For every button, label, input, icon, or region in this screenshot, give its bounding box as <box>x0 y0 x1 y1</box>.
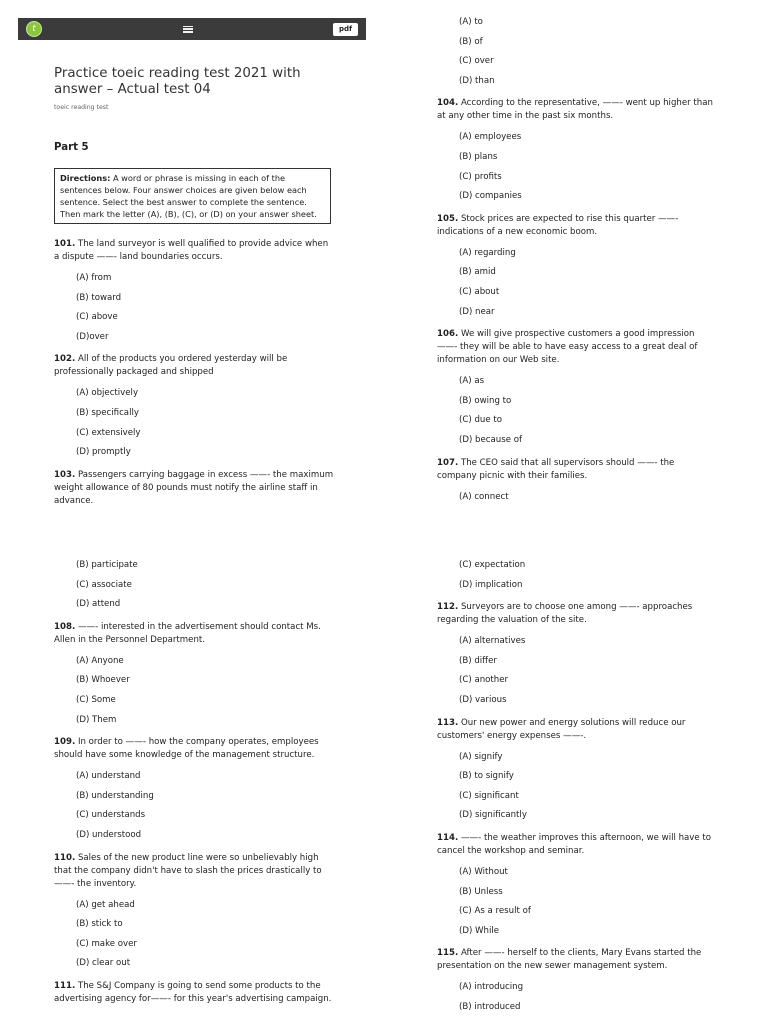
answer-option[interactable]: (C) significant <box>459 790 519 801</box>
question-item <box>54 980 334 1006</box>
answer-option[interactable]: (B) specifically <box>76 407 139 418</box>
answer-options <box>76 388 334 466</box>
question-item <box>437 832 715 945</box>
question-number: 106. <box>437 329 459 340</box>
answer-option[interactable]: (A) from <box>76 273 112 283</box>
answer-options <box>459 560 715 599</box>
question-item <box>437 213 715 326</box>
site-logo-icon[interactable]: t <box>26 21 42 37</box>
answer-option[interactable]: (B) of <box>459 36 483 47</box>
answer-option[interactable]: (D) than <box>459 75 495 86</box>
answer-option[interactable]: (C) associate <box>76 579 132 590</box>
question-item <box>437 97 715 210</box>
answer-option[interactable]: (D) significantly <box>459 810 527 821</box>
answer-option[interactable]: (B) amid <box>459 267 496 278</box>
question-text <box>437 457 715 483</box>
answer-option[interactable]: (B) to signify <box>459 771 514 782</box>
answer-option[interactable]: (D) because of <box>459 434 523 445</box>
answer-option[interactable]: (D) near <box>459 306 495 317</box>
answer-option[interactable]: (A) get ahead <box>76 899 135 910</box>
answer-options <box>76 656 334 734</box>
answer-option[interactable]: (C) understands <box>76 810 146 821</box>
question-number: 101. <box>54 239 76 249</box>
right-column-bottom <box>437 560 715 1022</box>
page-title: Practice toeic reading test 2021 with answer – Actual test 04 <box>54 66 301 97</box>
question-text <box>54 353 334 379</box>
answer-option[interactable]: (D) various <box>459 694 507 705</box>
answer-option[interactable]: (D) Them <box>76 714 117 725</box>
question-list <box>54 238 334 508</box>
question-body: Sales of the new product line were so unbelievably high that the company didn't have to slash the prices drastically to ——- the inventory. <box>54 852 322 889</box>
answer-option[interactable]: (B) introduced <box>459 1001 521 1012</box>
answer-option[interactable]: (A) Without <box>459 866 508 877</box>
answer-option[interactable]: (A) understand <box>76 771 141 782</box>
question-text <box>54 469 334 508</box>
question-number: 107. <box>437 457 459 468</box>
answer-option[interactable]: (A) objectively <box>76 388 139 399</box>
answer-options <box>459 492 715 512</box>
answer-options <box>76 900 334 978</box>
answer-options <box>76 560 334 619</box>
question-body: After ——- herself to the clients, Mary Evans started the presentation on the new sewer management system. <box>437 948 702 972</box>
answer-options <box>459 636 715 714</box>
left-column-bottom <box>54 560 334 1006</box>
answer-options <box>76 273 334 351</box>
answer-option[interactable]: (B) differ <box>459 655 497 666</box>
part-heading: Part 5 <box>54 142 89 153</box>
answer-option[interactable]: (D) implication <box>459 579 523 590</box>
answer-options <box>459 248 715 326</box>
answer-option[interactable]: (C) As a result of <box>459 906 531 917</box>
answer-option[interactable]: (C) make over <box>76 938 137 949</box>
pdf-download-button[interactable]: pdf <box>333 23 358 36</box>
answer-option[interactable]: (A) connect <box>459 491 509 502</box>
question-text <box>54 621 334 647</box>
answer-options <box>459 376 715 454</box>
answer-option[interactable]: (A) as <box>459 376 485 387</box>
question-number: 115. <box>437 948 459 959</box>
answer-option[interactable]: (D) clear out <box>76 958 131 969</box>
question-text <box>437 717 715 743</box>
question-body: The S&J Company is going to send some products to the advertising agency for——- for this year's advertising campaign. <box>54 980 332 1004</box>
answer-option[interactable]: (C) about <box>459 286 500 297</box>
question-text <box>437 213 715 239</box>
question-number: 114. <box>437 832 459 843</box>
question-number: 112. <box>437 602 459 613</box>
question-text <box>54 852 334 891</box>
question-number: 108. <box>54 621 76 632</box>
question-body: Surveyors are to choose one among ——- approaches regarding the valuation of the site. <box>437 602 693 626</box>
question-body: ——- interested in the advertisement should contact Ms. Allen in the Personnel Department. <box>54 621 321 645</box>
answer-option[interactable]: (C) profits <box>459 171 502 182</box>
question-number: 110. <box>54 852 76 863</box>
question-item <box>54 852 334 978</box>
question-number: 111. <box>54 980 76 991</box>
question-number: 109. <box>54 737 76 748</box>
answer-option[interactable]: (D) attend <box>76 599 121 610</box>
question-text <box>437 328 715 367</box>
directions-label: Directions: <box>60 173 111 183</box>
answer-option[interactable]: (A) Anyone <box>76 655 124 666</box>
question-list <box>437 560 715 1022</box>
question-body: All of the products you ordered yesterday will be professionally packaged and shipped <box>54 354 288 378</box>
question-item <box>54 353 334 466</box>
answer-option[interactable]: (B) participate <box>76 560 138 570</box>
question-text <box>54 238 334 264</box>
answer-options <box>459 132 715 210</box>
answer-option[interactable]: (D) companies <box>459 191 522 202</box>
question-text <box>54 736 334 762</box>
answer-options <box>459 867 715 945</box>
top-toolbar <box>18 18 366 40</box>
question-body: ——- the weather improves this afternoon, we will have to cancel the workshop and seminar. <box>437 832 712 856</box>
answer-option[interactable]: (C) extensively <box>76 427 141 438</box>
question-item <box>54 621 334 734</box>
question-body: We will give prospective customers a good impression ——- they will be able to have easy access to a great deal of information on our Web site. <box>437 329 698 366</box>
answer-option[interactable]: (C) expectation <box>459 560 526 570</box>
answer-options <box>459 17 715 95</box>
question-number: 105. <box>437 213 459 224</box>
answer-options <box>76 771 334 849</box>
answer-option[interactable]: (C) over <box>459 56 494 67</box>
answer-option[interactable]: (A) to <box>459 17 483 27</box>
question-item <box>54 736 334 849</box>
question-body: Our new power and energy solutions will reduce our customers' energy expenses ——-. <box>437 717 686 741</box>
answer-options <box>459 982 715 1021</box>
answer-option[interactable]: (B) Whoever <box>76 675 130 686</box>
question-list <box>54 560 334 1006</box>
question-text <box>437 601 715 627</box>
question-text <box>437 97 715 123</box>
question-item <box>54 238 334 351</box>
answer-option[interactable]: (C) above <box>76 312 118 323</box>
question-body: Stock prices are expected to rise this quarter ——- indications of a new economic boom. <box>437 213 679 237</box>
question-number: 113. <box>437 717 459 728</box>
left-column-top <box>54 66 334 508</box>
question-item <box>54 469 334 508</box>
answer-option[interactable]: (B) Unless <box>459 886 503 897</box>
question-number: 104. <box>437 98 459 109</box>
answer-options <box>459 752 715 830</box>
question-number: 103. <box>54 469 76 480</box>
answer-option[interactable]: (A) introducing <box>459 982 524 993</box>
answer-option[interactable]: (A) alternatives <box>459 636 526 647</box>
answer-option[interactable]: (D) understood <box>76 829 142 840</box>
answer-option[interactable]: (D)over <box>76 331 109 342</box>
question-text <box>437 832 715 858</box>
question-body: Passengers carrying baggage in excess ——- the maximum weight allowance of 80 pounds must notify the airline staff in advance. <box>54 469 334 506</box>
answer-option[interactable]: (D) promptly <box>76 447 131 458</box>
question-item <box>437 328 715 454</box>
directions-box <box>54 168 331 224</box>
question-number: 102. <box>54 354 76 365</box>
answer-option[interactable]: (C) another <box>459 675 509 686</box>
answer-option[interactable]: (A) regarding <box>459 247 516 258</box>
answer-option[interactable]: (B) owing to <box>459 395 512 406</box>
question-item <box>437 947 715 1021</box>
question-body: According to the representative, ——- went up higher than at any other time in the past six months. <box>437 98 713 122</box>
answer-option[interactable]: (B) stick to <box>76 919 123 930</box>
answer-option[interactable]: (C) Some <box>76 694 116 705</box>
page-subtitle: toeic reading test <box>54 104 109 111</box>
question-item <box>437 601 715 714</box>
answer-option[interactable]: (D) While <box>459 925 500 936</box>
question-body: The CEO said that all supervisors should ——- the company picnic with their families. <box>437 457 675 481</box>
answer-option[interactable]: (B) understanding <box>76 790 154 801</box>
directions-text: A word or phrase is missing in each of the sentences below. Four answer choices are given below each sentence. Select the best answer to complete the sentence. Then mark the letter (A), (B), (C), or (D) on your answer sheet. <box>60 173 317 219</box>
hamburger-menu-icon[interactable] <box>183 26 193 33</box>
question-body: The land surveyor is well qualified to provide advice when a dispute ——- land boundaries occurs. <box>54 239 329 262</box>
answer-option[interactable]: (B) plans <box>459 151 498 162</box>
question-list <box>437 17 715 511</box>
right-column-top <box>437 17 715 511</box>
question-text <box>54 980 334 1006</box>
answer-option[interactable]: (B) toward <box>76 292 122 303</box>
answer-option[interactable]: (A) signify <box>459 751 503 762</box>
question-text <box>437 947 715 973</box>
question-item <box>437 717 715 830</box>
answer-option[interactable]: (A) employees <box>459 132 522 143</box>
answer-option[interactable]: (C) due to <box>459 415 502 426</box>
question-item <box>437 457 715 512</box>
question-body: In order to ——- how the company operates, employees should have some knowledge of the management structure. <box>54 737 319 761</box>
